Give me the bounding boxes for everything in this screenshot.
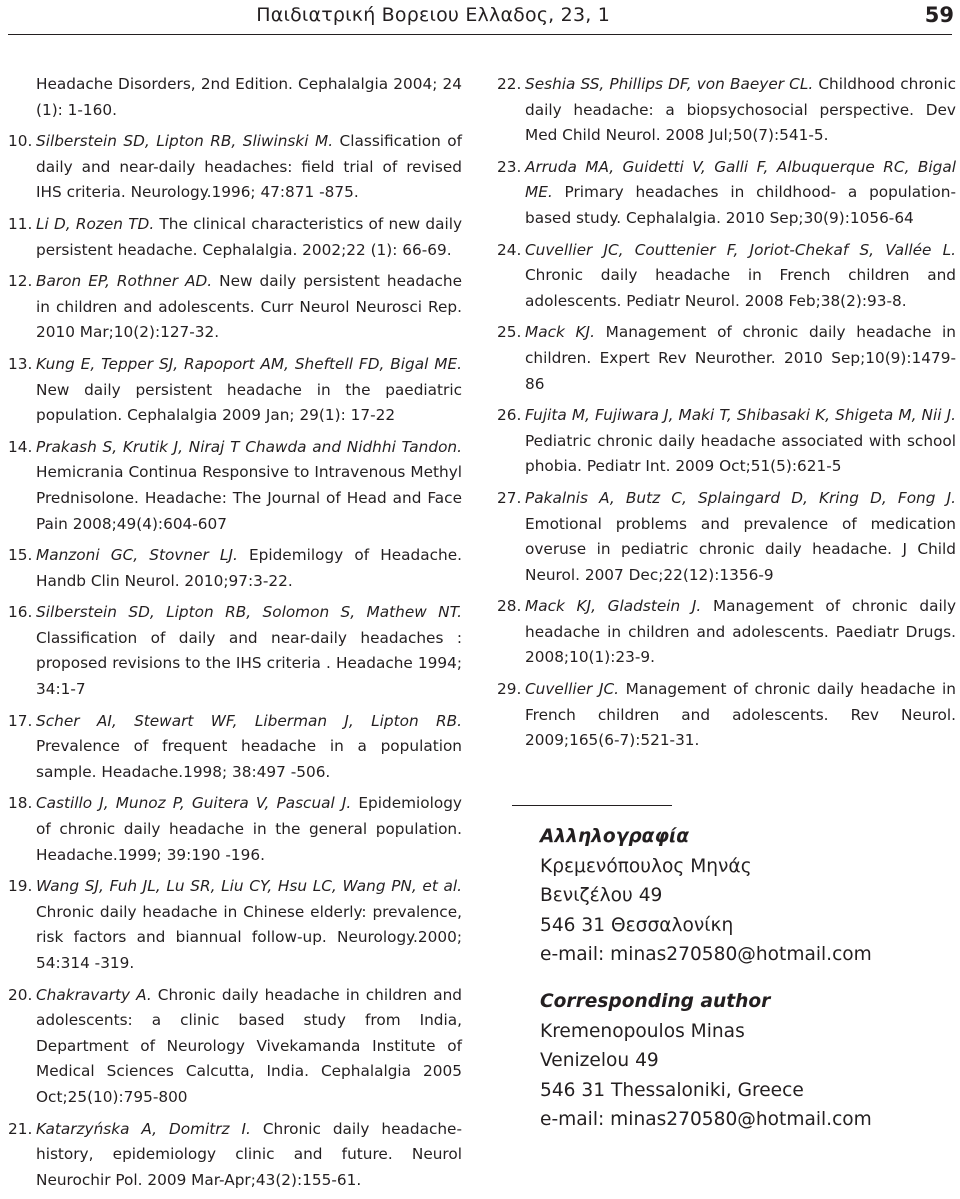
reference-number: 24. <box>497 240 522 259</box>
reference-number: 28. <box>497 597 522 616</box>
reference-text: Epidemiology of chronic daily headache in the general population. Headache.1999; 39:190 -196. <box>36 794 462 864</box>
reference-18 <box>8 791 462 868</box>
reference-authors: Mack KJ. <box>525 323 595 342</box>
reference-9-continuation <box>8 72 462 123</box>
reference-28 <box>497 594 956 671</box>
reference-21 <box>8 1117 462 1194</box>
reference-authors: Pakalnis A, Butz C, Splaingard D, Kring D, Fong J. <box>525 488 956 507</box>
page-number: 59 <box>924 3 954 27</box>
reference-authors: Mack KJ, Gladstein J. <box>525 597 702 616</box>
reference-authors: Silberstein SD, Lipton RB, Solomon S, Mathew NT. <box>36 603 462 622</box>
reference-number: 20. <box>8 985 33 1004</box>
reference-number: 10. <box>8 132 33 151</box>
correspondence-english <box>540 987 960 1135</box>
corresponding-author-name: Kremenopoulos Minas <box>540 1020 745 1042</box>
reference-number: 11. <box>8 214 33 233</box>
reference-authors: Cuvellier JC. <box>525 680 620 699</box>
reference-authors: Prakash S, Krutik J, Niraj T Chawda and Nidhhi Tandon. <box>36 437 462 456</box>
reference-text: New daily persistent headache in children and adolescents. Curr Neurol Neurosci Rep. 2010 Mar;10(2):127-32. <box>36 272 463 342</box>
page-header <box>0 0 960 34</box>
reference-text: New daily persistent headache in the paediatric population. Cephalalgia 2009 Jan; 29(1): 17-22 <box>36 380 462 425</box>
reference-number: 19. <box>8 877 33 896</box>
reference-authors: Baron EP, Rothner AD. <box>36 272 213 291</box>
reference-11 <box>8 212 462 263</box>
reference-number: 13. <box>8 354 33 373</box>
reference-24 <box>497 238 956 315</box>
reference-number: 22. <box>497 75 522 93</box>
corresponding-author-city: 546 31 Thessaloniki, Greece <box>540 1079 804 1101</box>
reference-authors: Kung E, Tepper SJ, Rapoport AM, Sheftell FD, Bigal ME. <box>36 354 462 373</box>
reference-23 <box>497 155 956 232</box>
corresponding-author-street: Venizelou 49 <box>540 1050 659 1072</box>
reference-19 <box>8 874 462 976</box>
reference-text: The clinical characteristics of new daily persistent headache. Cephalalgia. 2002;22 (1): 66-69. <box>36 214 462 259</box>
reference-authors: Chakravarty A. <box>36 985 152 1004</box>
reference-16 <box>8 600 462 702</box>
reference-text: Chronic daily headache- history, epidemiology clinic and future. Neurol Neurochir Pol. 2009 Mar-Apr;43(2):155-61. <box>36 1119 462 1189</box>
reference-20 <box>8 983 462 1111</box>
reference-13 <box>8 352 462 429</box>
reference-12 <box>8 269 462 346</box>
reference-26 <box>497 403 956 480</box>
reference-number: 14. <box>8 437 33 456</box>
reference-authors: Arruda MA, Guidetti V, Galli F, Albuquerque RC, Bigal ME. <box>525 157 956 202</box>
reference-29 <box>497 677 956 754</box>
reference-text: Chronic daily headache in French children and adolescents. Pediatr Neurol. 2008 Feb;38(2):93-8. <box>525 266 956 310</box>
reference-14 <box>8 435 462 537</box>
reference-number: 23. <box>497 157 522 176</box>
reference-number: 15. <box>8 546 33 565</box>
reference-authors: Katarzyńska A, Domitrz I. <box>36 1119 251 1138</box>
reference-number: 17. <box>8 711 33 730</box>
reference-22 <box>497 72 956 149</box>
header-rule <box>8 34 952 35</box>
corresponding-author-heading: Corresponding author <box>540 991 771 1012</box>
reference-text: Chronic daily headache in children and adolescents: a clinic based study from India, Department of Neurology Vivekamanda Institute of Medical Sciences Calcutta, India. Cephalalgia 2005 Oct;25(10):795-800 <box>36 985 462 1106</box>
reference-authors: Seshia SS, Phillips DF, von Baeyer CL. <box>525 75 814 93</box>
reference-27 <box>497 486 956 588</box>
references-right-column <box>497 72 956 760</box>
correspondence-greek <box>540 822 960 970</box>
reference-authors: Fujita M, Fujiwara J, Maki T, Shibasaki K, Shigeta M, Nii J. <box>525 406 956 425</box>
reference-authors: Castillo J, Munoz P, Guitera V, Pascual J. <box>36 794 352 813</box>
reference-text: Management of chronic daily headache in children. Expert Rev Neurother. 2010 Sep;10(9):1479-86 <box>525 323 956 393</box>
reference-text: Classification of daily and near-daily headaches : proposed revisions to the IHS criteria . Headache 1994; 34:1-7 <box>36 628 462 699</box>
correspondence-heading: Αλληλογραφία <box>540 826 690 847</box>
reference-authors: Wang SJ, Fuh JL, Lu SR, Liu CY, Hsu LC, Wang PN, et al. <box>36 877 462 896</box>
reference-text: Headache Disorders, 2nd Edition. Cephalalgia 2004; 24 (1): 1-160. <box>36 75 462 119</box>
reference-number: 26. <box>497 406 522 425</box>
correspondence-divider <box>512 805 672 806</box>
journal-running-title: Παιδιατρική Βορειου Ελλαδος, 23, 1 <box>256 4 610 26</box>
reference-text: Emotional problems and prevalence of medication overuse in pediatric chronic daily headache. J Child Neurol. 2007 Dec;22(12):1356-9 <box>525 514 956 584</box>
reference-text: Management of chronic daily headache in children and adolescents. Paediatr Drugs. 2008;10(1):23-9. <box>525 597 956 667</box>
correspondence-street: Βενιζέλου 49 <box>540 885 663 907</box>
reference-text: Hemicrania Continua Responsive to Intravenous Methyl Prednisolone. Headache: The Journal of Head and Face Pain 2008;49(4):604-607 <box>36 463 462 533</box>
reference-10 <box>8 129 462 206</box>
reference-authors: Scher AI, Stewart WF, Liberman J, Lipton RB. <box>36 711 462 730</box>
correspondence-city: 546 31 Θεσσαλονίκη <box>540 914 734 936</box>
reference-text: Epidemilogy of Headache. Handb Clin Neurol. 2010;97:3-22. <box>36 546 462 590</box>
reference-text: Primary headaches in childhood- a population-based study. Cephalalgia. 2010 Sep;30(9):1056-64 <box>525 183 956 227</box>
reference-25 <box>497 320 956 397</box>
reference-text: Chronic daily headache in Chinese elderly: prevalence, risk factors and biannual follow-up. Neurology.2000; 54:314 -319. <box>36 902 462 972</box>
reference-number: 29. <box>497 680 522 699</box>
correspondence-email: e-mail: minas270580@hotmail.com <box>540 944 872 966</box>
reference-number: 27. <box>497 488 522 507</box>
reference-text: Prevalence of frequent headache in a population sample. Headache.1998; 38:497 -506. <box>36 737 462 781</box>
reference-text: Pediatric chronic daily headache associated with school phobia. Pediatr Int. 2009 Oct;51(5):621-5 <box>525 431 956 476</box>
reference-text: Classification of daily and near-daily headaches: field trial of revised IHS criteria. Neurology.1996; 47:871 -875. <box>36 132 462 202</box>
reference-15 <box>8 543 462 594</box>
reference-text: Management of chronic daily headache in French children and adolescents. Rev Neurol. 2009;165(6-7):521-31. <box>525 680 956 750</box>
reference-number: 18. <box>8 794 33 813</box>
correspondence-name: Κρεμενόπουλος Μηνάς <box>540 855 752 877</box>
reference-authors: Silberstein SD, Lipton RB, Sliwinski M. <box>36 132 334 151</box>
corresponding-author-email: e-mail: minas270580@hotmail.com <box>540 1109 872 1131</box>
reference-17 <box>8 709 462 786</box>
reference-number: 16. <box>8 603 33 622</box>
reference-authors: Li D, Rozen TD. <box>36 214 155 233</box>
reference-text: Childhood chronic daily headache: a biopsychosocial perspective. Dev Med Child Neurol. 2008 Jul;50(7):541-5. <box>525 75 956 145</box>
reference-number: 12. <box>8 272 33 291</box>
reference-authors: Manzoni GC, Stovner LJ. <box>36 546 238 565</box>
references-left-column <box>8 72 462 1199</box>
reference-number: 21. <box>8 1119 33 1138</box>
reference-number: 25. <box>497 323 522 342</box>
reference-authors: Cuvellier JC, Couttenier F, Joriot-Chekaf S, Vallée L. <box>525 240 956 259</box>
